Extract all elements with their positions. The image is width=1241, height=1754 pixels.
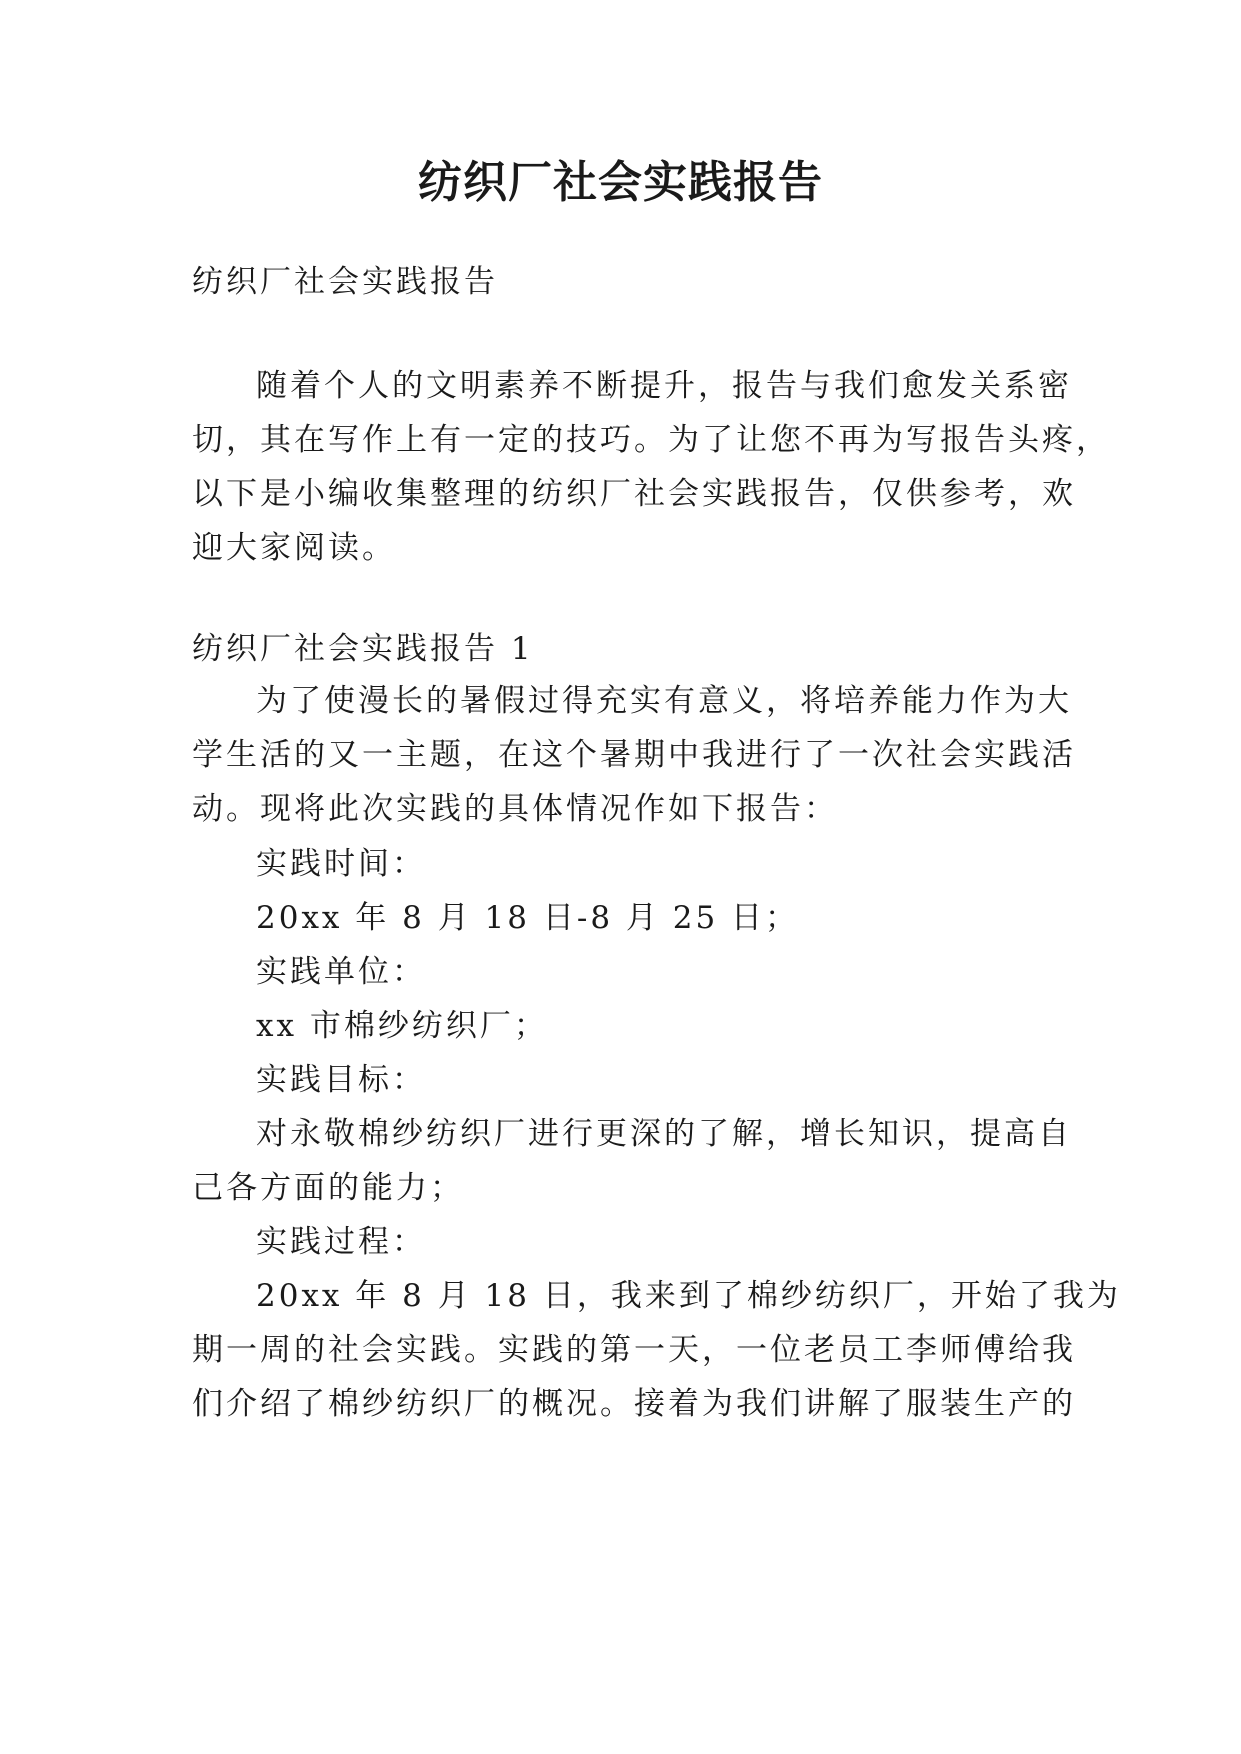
process-line: 期一周的社会实践。实践的第一天，一位老员工李师傅给我	[192, 1332, 1076, 1368]
document-subtitle: 纺织厂社会实践报告	[192, 264, 498, 300]
intro-line: 迎大家阅读。	[192, 530, 396, 566]
goal-line: 己各方面的能力；	[192, 1170, 464, 1206]
paragraph-line: 为了使漫长的暑假过得充实有意义，将培养能力作为大	[256, 683, 1072, 719]
goal-label: 实践目标：	[256, 1062, 426, 1098]
paragraph-line: 学生活的又一主题，在这个暑期中我进行了一次社会实践活	[192, 737, 1076, 773]
unit-value: xx 市棉纱纺织厂；	[256, 1008, 548, 1044]
goal-line: 对永敬棉纱纺织厂进行更深的了解，增长知识，提高自	[256, 1116, 1072, 1152]
intro-line: 随着个人的文明素养不断提升，报告与我们愈发关系密	[256, 368, 1072, 404]
time-label: 实践时间：	[256, 846, 426, 882]
document-title: 纺织厂社会实践报告	[418, 157, 823, 208]
process-line: 20xx 年 8 月 18 日，我来到了棉纱纺织厂，开始了我为	[256, 1278, 1121, 1314]
unit-label: 实践单位：	[256, 954, 426, 990]
paragraph-line: 动。现将此次实践的具体情况作如下报告：	[192, 791, 838, 827]
process-label: 实践过程：	[256, 1224, 426, 1260]
time-value: 20xx 年 8 月 18 日-8 月 25 日；	[256, 900, 800, 936]
intro-line: 以下是小编收集整理的纺织厂社会实践报告，仅供参考，欢	[192, 476, 1076, 512]
process-line: 们介绍了棉纱纺织厂的概况。接着为我们讲解了服装生产的	[192, 1386, 1076, 1422]
intro-line: 切，其在写作上有一定的技巧。为了让您不再为写报告头疼，	[192, 422, 1110, 458]
section-heading: 纺织厂社会实践报告 1	[192, 631, 534, 667]
